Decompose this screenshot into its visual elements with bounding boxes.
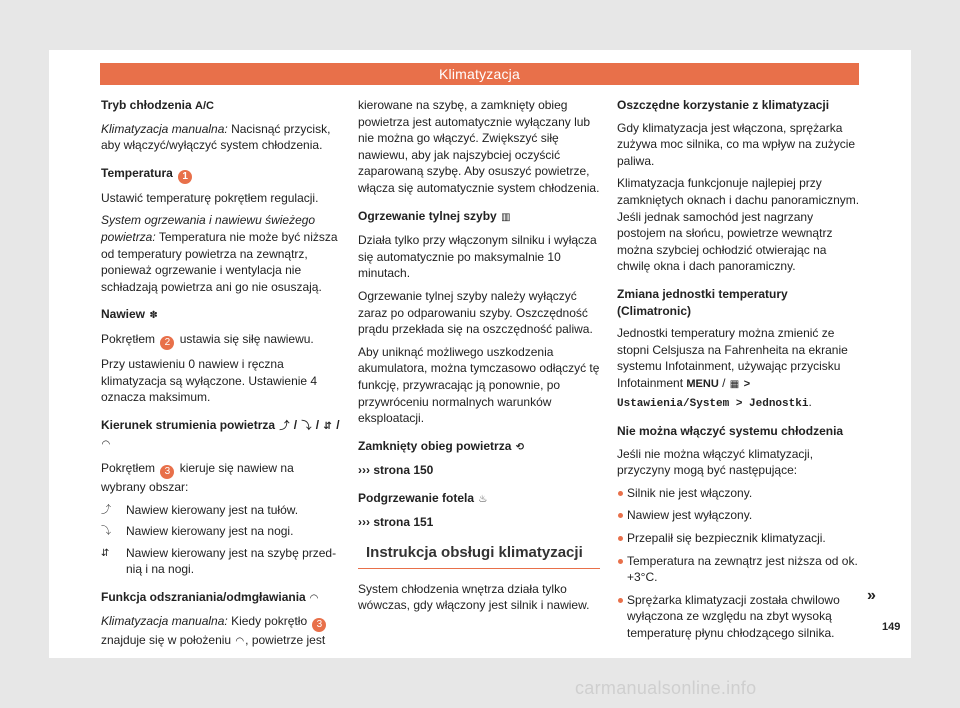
watermark: carmanualsonline.info (575, 678, 757, 698)
rear-heading: Ogrzewanie tylnej szyby ▥ (358, 208, 600, 227)
settings-path: > Ustawienia/System > Jednostki (617, 378, 809, 410)
page-number: 149 (882, 621, 901, 633)
temp-paragraph-2: System ogrzewania i nawiewu świeżego powietrza: Temperatura nie może być niższa od temperatury powietrza na zewnątrz, ponieważ ogrzewanie i wentylacja nie schładzają powietrza ani go nie osuszają. (101, 213, 338, 294)
seat-heading: Podgrzewanie fotela ♨ (358, 490, 600, 509)
rear-window-heating-icon: ▥ (501, 211, 511, 223)
continue-arrow: » (867, 587, 876, 604)
rear-paragraph-1: Działa tylko przy włączonym silniku i wyłącza się automatycznie po maksymalnie 10 minutach. (358, 233, 597, 281)
list-item: Silnik nie jest włączony. (617, 485, 862, 502)
ac-button-label: A/C (195, 100, 214, 112)
apps-icon: ▦ (729, 378, 740, 390)
kierunek-paragraph: Pokrętłem 3 kieruje się nawiew na wybrany obszar: (101, 460, 294, 494)
causes-list (617, 485, 862, 642)
defrost-icon: ◠ (102, 439, 110, 451)
list-item: Temperatura na zewnątrz jest niższa od ok. +3°C. (617, 553, 862, 586)
list-item: ⇵ Nawiew kierowany jest na szybę przed- nią i na nogi. (101, 545, 337, 577)
column-middle (358, 97, 600, 620)
odszr-heading: Funkcja odszraniania/odmgławiania ◠ (101, 589, 341, 608)
nawiew-paragraph-2: Przy ustawieniu 0 nawiew i ręczna klimatyzacja są wyłączone. Ustawienie 4 oznacza maksimum. (101, 356, 318, 405)
continued-paragraph: kierowane na szybę, a zamknięty obieg powietrza jest automatycznie wyłączany lub nie można go włączyć. Zwiększyć siłę nawiewu, aby jak najszybciej oczyścić zaparowaną szybę. Aby osuszyć powietrze, włącza się automatycznie system chłodzenia. (358, 98, 600, 195)
defrost-icon: ◠ (235, 636, 245, 648)
unit-heading: Zmiana jednostki temperatury (Climatronic) (617, 286, 788, 318)
manual-page (49, 50, 911, 658)
list-item: Nawiew jest wyłączony. (617, 507, 862, 524)
fan-icon: ✽ (149, 310, 158, 322)
recirculation-icon: ⟲ (515, 441, 525, 453)
menu-button-label: MENU (686, 377, 719, 390)
eco-paragraph-2: Klimatyzacja funkcjonuje najlepiej przy zamkniętych oknach i dachu panoramicznym. Jeśli jednak samochód jest nagrzany postojem na słońcu, powietrze wewnątrz można szybciej ochłodzić otwierając na chwilę okna i dach panoramiczny. (617, 176, 860, 274)
callout-3: 3 (160, 465, 174, 479)
defrost-icon: ◠ (310, 592, 318, 604)
column-left (101, 97, 341, 657)
seat-heating-icon: ♨ (478, 493, 488, 505)
cannot-heading: Nie można włączyć systemu chłodzenia (617, 424, 844, 439)
air-to-body-icon: ⤴ (101, 504, 111, 516)
recirc-heading: Zamknięty obieg powietrza ⟲ (358, 438, 600, 457)
seat-link[interactable]: ››› strona 151 (358, 515, 434, 530)
tryb-paragraph: Klimatyzacja manualna: Nacisnąć przycisk, aby włączyć/wyłączyć system chłodzenia. (101, 121, 331, 153)
callout-3: 3 (312, 618, 326, 632)
callout-2: 2 (160, 336, 174, 350)
air-to-feet-icon: ⤵ (101, 526, 111, 538)
temp-paragraph: Ustawić temperaturę pokrętłem regulacji. (101, 190, 319, 205)
nawiew-heading: Nawiew ✽ (101, 306, 341, 325)
column-right (617, 97, 862, 648)
tryb-heading: Tryb chłodzenia A/C (101, 98, 214, 112)
kierunek-heading: Kierunek strumienia powietrza ⤴ / ⤵ / ⇵ / ◠ (101, 417, 341, 454)
odszr-paragraph: Klimatyzacja manualna: Kiedy pokrętło 3 znajduje się w położeniu ◠, powietrze jest (101, 613, 341, 651)
temp-heading: Temperatura 1 (101, 165, 341, 184)
rear-paragraph-2: Ogrzewanie tylnej szyby należy wyłączyć zaraz po odparowaniu szyby. Oszczędność prądu przekłada się na oszczędność paliwa. (358, 288, 593, 337)
section-paragraph: System chłodzenia wnętrza działa tylko wówczas, gdy włączony jest silnik i nawiew. (358, 581, 590, 613)
air-to-windshield-and-feet-icon: ⇵ (101, 547, 110, 559)
section-title: Instrukcja obsługi klimatyzacji (358, 545, 600, 569)
callout-1: 1 (178, 170, 192, 184)
list-item: Sprężarka klimatyzacji została chwilowo wyłączona ze względu na zbyt wysoką temperaturę płynu chłodzącego silnika. (617, 592, 862, 642)
chapter-header: Klimatyzacja (100, 63, 859, 85)
air-to-windshield-and-feet-icon: ⇵ (323, 420, 332, 432)
air-to-feet-icon: ⤵ (301, 420, 312, 432)
list-item: Przepalił się bezpiecznik klimatyzacji. (617, 530, 862, 547)
unit-paragraph: Jednostki temperatury można zmienić ze stopni Celsjusza na Fahrenheita na ekranie systemu Infotainment, używając przycisku Infotainment MENU / ▦ > Ustawienia/System > Jednostki. (617, 326, 848, 410)
list-item: ⤴ Nawiew kierowany jest na tułów. (101, 502, 341, 520)
airflow-list (101, 502, 341, 578)
air-to-body-icon: ⤴ (279, 420, 290, 432)
nawiew-paragraph: Pokrętłem 2 ustawia się siłę nawiewu. (101, 331, 314, 348)
list-item: ⤵ Nawiew kierowany jest na nogi. (101, 523, 341, 541)
cannot-paragraph: Jeśli nie można włączyć klimatyzacji, przyczyny mogą być następujące: (617, 446, 814, 478)
rear-paragraph-3: Aby uniknąć możliwego uszkodzenia akumulatora, można tymczasowo odłączyć tę funkcję, przywracając ją ponownie, po przywróceniu normalnych warunków eksploatacji. (358, 344, 600, 426)
eco-paragraph-1: Gdy klimatyzacja jest włączona, sprężarka zużywa moc silnika, co ma wpływ na zużycie paliwa. (617, 120, 856, 168)
eco-heading: Oszczędne korzystanie z klimatyzacji (617, 98, 830, 112)
recirc-link[interactable]: ››› strona 150 (358, 463, 434, 478)
